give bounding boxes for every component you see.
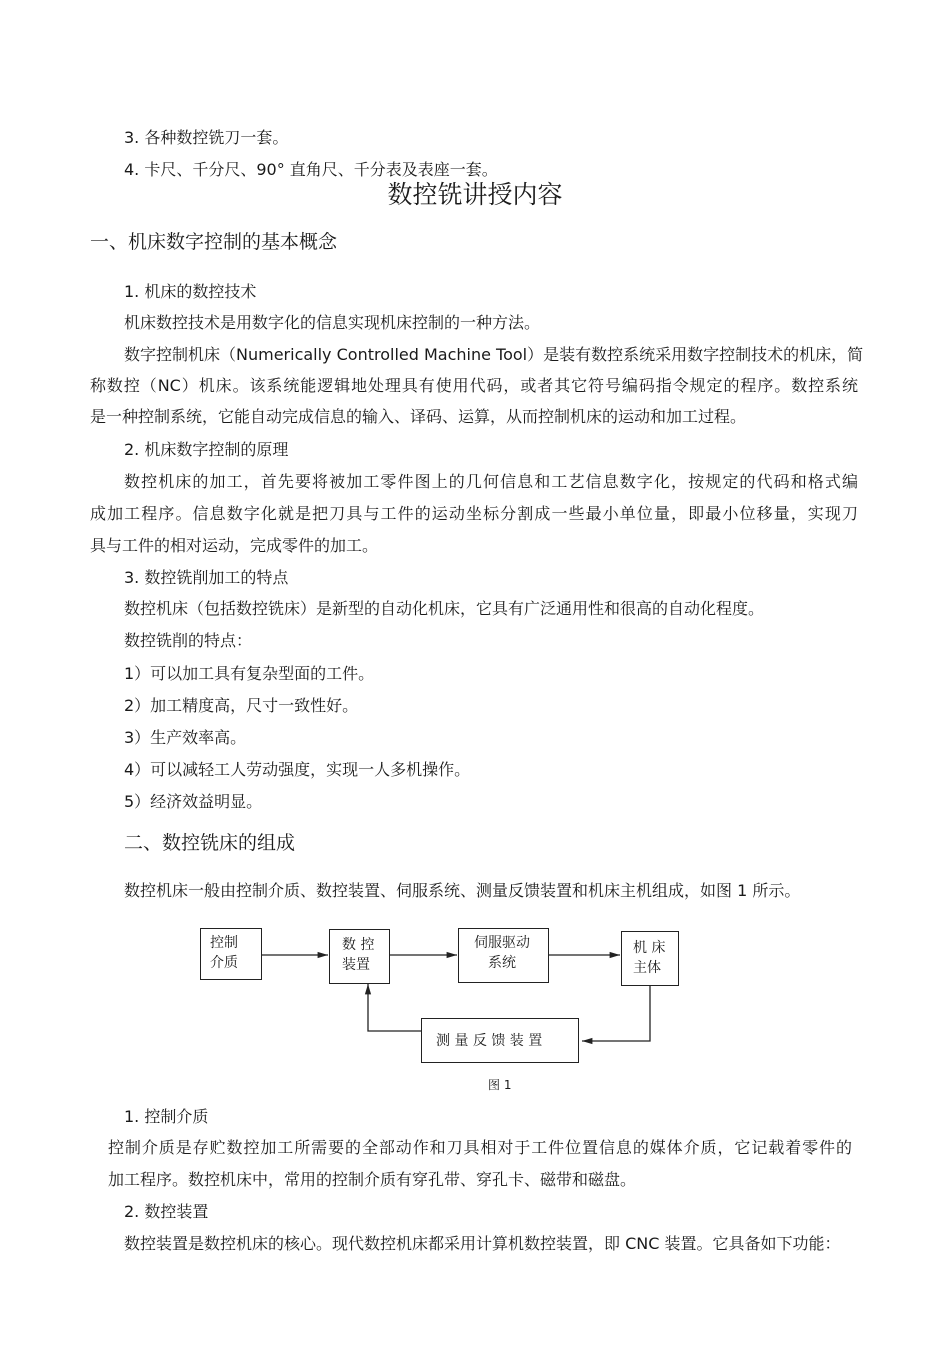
page-title: 数控铣讲授内容 xyxy=(387,180,563,209)
list-item: 1）可以加工具有复杂型面的工件。 xyxy=(124,664,375,683)
box-cnc-device xyxy=(329,929,390,984)
figure-caption: 图 1 xyxy=(488,1078,512,1092)
box-machine-body-line1: 机 床 xyxy=(633,940,666,956)
box-control-media xyxy=(200,928,262,980)
s1-2-line2: 成加工程序。信息数字化就是把刀具与工件的运动坐标分割成一些最小单位量，即最小位移量，实现刀 xyxy=(90,504,858,523)
box-feedback-device xyxy=(421,1018,579,1063)
section2-heading: 二、数控铣床的组成 xyxy=(124,832,296,854)
box-machine-body xyxy=(621,931,679,986)
s2-intro: 数控机床一般由控制介质、数控装置、伺服系统、测量反馈装置和机床主机组成，如图 1 所示。 xyxy=(124,881,801,900)
s1-3-heading: 3. 数控铣削加工的特点 xyxy=(124,568,289,587)
list-item: 4）可以减轻工人劳动强度，实现一人多机操作。 xyxy=(124,760,471,779)
s1-1-p2-line1: 数字控制机床（Numerically Controlled Machine Tool）是装有数控系统采用数字控制技术的机床，简 xyxy=(124,345,864,364)
s1-1-p2-line2: 称数控（NC）机床。该系统能逻辑地处理具有使用代码，或者其它符号编码指令规定的程序。数控系统 xyxy=(90,376,858,395)
list-item-3: 3. 各种数控铣刀一套。 xyxy=(124,128,289,147)
s1-3-p1: 数控机床（包括数控铣床）是新型的自动化机床，它具有广泛通用性和很高的自动化程度。 xyxy=(124,599,765,618)
s2-2-heading: 2. 数控装置 xyxy=(124,1202,209,1221)
s2-1-line1: 控制介质是存贮数控加工所需要的全部动作和刀具相对于工件位置信息的媒体介质，它记载着零件的 xyxy=(108,1138,852,1157)
box-servo-system-line2: 系统 xyxy=(488,955,516,971)
s1-1-heading: 1. 机床的数控技术 xyxy=(124,282,257,301)
s1-1-p1: 机床数控技术是用数字化的信息实现机床控制的一种方法。 xyxy=(124,313,541,332)
box-servo-system-line1: 伺服驱动 xyxy=(474,935,530,951)
section1-heading: 一、机床数字控制的基本概念 xyxy=(90,231,338,253)
s1-1-p2-line3: 是一种控制系统，它能自动完成信息的输入、译码、运算，从而控制机床的运动和加工过程。 xyxy=(90,407,747,426)
list-item-4: 4. 卡尺、千分尺、90° 直角尺、千分表及表座一套。 xyxy=(124,160,498,179)
s1-3-p2: 数控铣削的特点： xyxy=(124,631,253,650)
box-feedback-device-label: 测 量 反 馈 装 置 xyxy=(436,1033,543,1049)
box-machine-body-line2: 主体 xyxy=(633,960,661,976)
s2-1-heading: 1. 控制介质 xyxy=(124,1107,209,1126)
list-item: 3）生产效率高。 xyxy=(124,728,247,747)
s1-2-line1: 数控机床的加工，首先要将被加工零件图上的几何信息和工艺信息数字化，按规定的代码和格式编 xyxy=(124,472,858,491)
arrow-feedback-to-cnc xyxy=(368,984,421,1031)
box-control-media-line1: 控制 xyxy=(210,935,238,951)
box-cnc-device-line1: 数 控 xyxy=(342,937,375,953)
box-cnc-device-line2: 装置 xyxy=(342,957,370,973)
arrow-machine-to-feedback xyxy=(582,986,650,1041)
box-servo-system xyxy=(458,928,549,983)
s1-2-line3: 具与工件的相对运动，完成零件的加工。 xyxy=(90,536,379,555)
s2-1-line2: 加工程序。数控机床中，常用的控制介质有穿孔带、穿孔卡、磁带和磁盘。 xyxy=(108,1170,637,1189)
s2-2-p: 数控装置是数控机床的核心。现代数控机床都采用计算机数控装置，即 CNC 装置。它具备如下功能： xyxy=(124,1234,841,1253)
list-item: 5）经济效益明显。 xyxy=(124,792,263,811)
box-control-media-line2: 介质 xyxy=(210,955,238,971)
s1-2-heading: 2. 机床数字控制的原理 xyxy=(124,440,289,459)
list-item: 2）加工精度高，尺寸一致性好。 xyxy=(124,696,359,715)
